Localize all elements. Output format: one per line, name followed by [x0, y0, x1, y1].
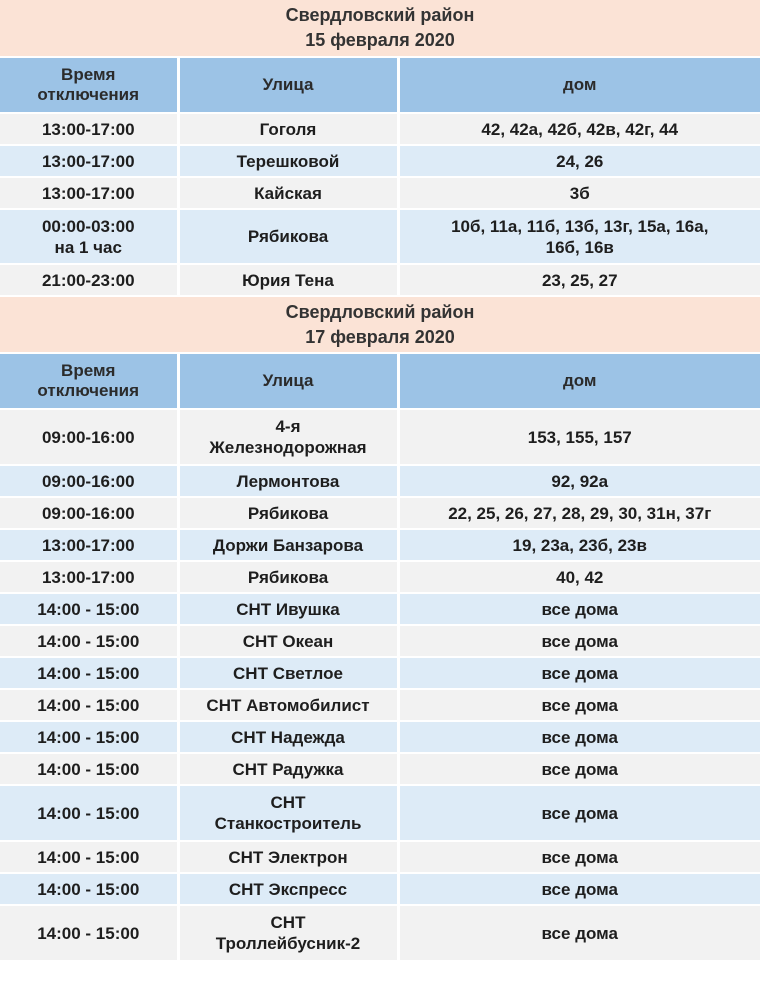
district-name: Свердловский район: [285, 301, 475, 322]
outage-time: [0, 177, 178, 209]
table-row: [0, 465, 760, 497]
outage-time-line: 13:00-17:00: [41, 567, 135, 587]
outage-time: [0, 785, 178, 841]
outage-time-line: 14:00 - 15:00: [37, 631, 140, 651]
house-numbers: [398, 721, 760, 753]
house-numbers-line: 153, 155, 157: [527, 427, 632, 447]
outage-time-line: 14:00 - 15:00: [37, 695, 140, 715]
house-numbers: [398, 561, 760, 593]
house-numbers: [398, 529, 760, 561]
table-row: [0, 905, 760, 961]
house-numbers-line: 23, 25, 27: [541, 270, 618, 290]
house-numbers: [398, 465, 760, 497]
outage-time-line: 13:00-17:00: [41, 535, 135, 555]
house-numbers-line: все дома: [541, 759, 618, 779]
house-numbers-line: 10б, 11а, 11б, 13б, 13г, 15а, 16а,: [451, 216, 709, 236]
street-name-line: Рябикова: [247, 567, 329, 587]
outage-time: [0, 593, 178, 625]
outage-time: [0, 873, 178, 905]
street-name: [178, 873, 398, 905]
outage-time-line: 13:00-17:00: [41, 119, 135, 139]
street-name-line: СНТ Автомобилист: [206, 695, 370, 715]
header-street: Улица: [178, 353, 398, 409]
street-name-line: СНТ: [270, 913, 306, 932]
street-name: [178, 625, 398, 657]
header-street: Улица: [178, 57, 398, 113]
header-time-line: Время: [61, 65, 116, 84]
header-house: дом: [398, 57, 760, 113]
street-name: [178, 841, 398, 873]
street-name: [178, 497, 398, 529]
table-row: [0, 113, 760, 145]
house-numbers: [398, 497, 760, 529]
table-header-row: [0, 57, 760, 113]
outage-time-line: 09:00-16:00: [41, 471, 135, 491]
table-row: [0, 177, 760, 209]
street-name: [178, 593, 398, 625]
street-name-line: Кайская: [254, 183, 322, 203]
table-row: [0, 264, 760, 296]
table-header-row: [0, 353, 760, 409]
section-title: [0, 296, 760, 353]
table-row: [0, 689, 760, 721]
outage-time: [0, 465, 178, 497]
header-time-line: Время: [61, 361, 116, 380]
street-name-line: Доржи Банзарова: [212, 535, 364, 555]
street-name-line: Рябикова: [247, 227, 329, 246]
street-name-line: Станкостроитель: [214, 814, 362, 833]
table-row: [0, 873, 760, 905]
outage-date: 15 февраля 2020: [305, 30, 455, 50]
outage-time-line: 14:00 - 15:00: [37, 847, 140, 867]
house-numbers-line: 92, 92а: [551, 471, 609, 491]
street-name-line: Гоголя: [259, 119, 317, 139]
table-row: [0, 409, 760, 465]
outage-time-line: 14:00 - 15:00: [37, 759, 140, 779]
house-numbers: [398, 264, 760, 296]
house-numbers-line: 16б, 16в: [545, 237, 614, 257]
outage-time-line: на 1 час: [54, 237, 122, 257]
table-row: [0, 753, 760, 785]
header-house: дом: [398, 353, 760, 409]
header-time: [0, 57, 178, 113]
house-numbers: [398, 409, 760, 465]
outage-time: [0, 209, 178, 264]
house-numbers-line: 42, 42а, 42б, 42в, 42г, 44: [481, 119, 679, 139]
house-numbers: [398, 753, 760, 785]
street-name-line: Терешковой: [236, 151, 340, 171]
street-name: [178, 561, 398, 593]
house-numbers-line: все дома: [541, 695, 618, 715]
street-name-line: СНТ Надежда: [231, 727, 345, 747]
house-numbers-line: все дома: [541, 631, 618, 651]
table-row: [0, 657, 760, 689]
table-row: [0, 561, 760, 593]
outage-time-line: 13:00-17:00: [41, 151, 135, 171]
street-name-line: СНТ Экспресс: [228, 879, 348, 899]
house-numbers: [398, 209, 760, 264]
outage-time-line: 09:00-16:00: [41, 427, 135, 447]
outage-time-line: 14:00 - 15:00: [37, 879, 140, 899]
outage-time-line: 21:00-23:00: [41, 270, 135, 290]
street-name: [178, 177, 398, 209]
table-row: [0, 497, 760, 529]
outage-time: [0, 721, 178, 753]
house-numbers: [398, 785, 760, 841]
street-name-line: Юрия Тена: [242, 270, 334, 290]
street-name: [178, 465, 398, 497]
district-name: Свердловский район: [285, 5, 475, 25]
outage-time: [0, 905, 178, 961]
street-name-line: Лермонтова: [236, 471, 340, 491]
street-name-line: Железнодорожная: [209, 438, 367, 457]
house-numbers-line: все дома: [541, 879, 618, 899]
house-numbers: [398, 841, 760, 873]
header-time-line: отключения: [37, 381, 140, 400]
street-name-line: СНТ Радужка: [232, 759, 344, 779]
street-name-line: СНТ Ивушка: [236, 599, 340, 619]
outage-time: [0, 409, 178, 465]
street-name: [178, 753, 398, 785]
street-name-line: СНТ Светлое: [233, 663, 343, 683]
outage-time-line: 14:00 - 15:00: [37, 727, 140, 747]
outage-time: [0, 145, 178, 177]
section-title-row: [0, 0, 760, 57]
street-name: [178, 209, 398, 264]
house-numbers: [398, 593, 760, 625]
table-row: [0, 785, 760, 841]
street-name-line: СНТ Океан: [242, 631, 334, 651]
house-numbers: [398, 657, 760, 689]
outage-time-line: 00:00-03:00: [41, 216, 135, 236]
header-time: [0, 353, 178, 409]
house-numbers-line: все дома: [541, 923, 618, 943]
outage-time-line: 14:00 - 15:00: [37, 663, 140, 683]
house-numbers: [398, 177, 760, 209]
street-name: [178, 905, 398, 961]
house-numbers-line: 19, 23а, 23б, 23в: [512, 535, 647, 555]
street-name: [178, 657, 398, 689]
house-numbers: [398, 145, 760, 177]
street-name: [178, 264, 398, 296]
outage-time-line: 14:00 - 15:00: [37, 803, 140, 823]
outage-time-line: 13:00-17:00: [41, 183, 135, 203]
outage-time: [0, 497, 178, 529]
street-name-line: СНТ Электрон: [228, 847, 348, 867]
outage-time: [0, 561, 178, 593]
outage-time: [0, 264, 178, 296]
house-numbers-line: все дома: [541, 847, 618, 867]
table-row: [0, 593, 760, 625]
table-row: [0, 209, 760, 264]
outage-time: [0, 657, 178, 689]
street-name: [178, 785, 398, 841]
house-numbers-line: 3б: [569, 183, 590, 203]
street-name: [178, 409, 398, 465]
outage-time: [0, 625, 178, 657]
house-numbers: [398, 689, 760, 721]
outage-time: [0, 841, 178, 873]
street-name: [178, 689, 398, 721]
house-numbers-line: 22, 25, 26, 27, 28, 29, 30, 31н, 37г: [448, 503, 712, 523]
outage-time: [0, 529, 178, 561]
outage-time-line: 14:00 - 15:00: [37, 599, 140, 619]
table-row: [0, 529, 760, 561]
outage-time: [0, 753, 178, 785]
outage-time-line: 14:00 - 15:00: [37, 923, 140, 943]
section-title-row: [0, 296, 760, 353]
house-numbers-line: 24, 26: [556, 151, 604, 171]
house-numbers-line: все дома: [541, 663, 618, 683]
house-numbers-line: все дома: [541, 803, 618, 823]
outage-time: [0, 689, 178, 721]
outage-time: [0, 113, 178, 145]
house-numbers: [398, 873, 760, 905]
house-numbers: [398, 905, 760, 961]
street-name: [178, 721, 398, 753]
street-name: [178, 113, 398, 145]
house-numbers: [398, 113, 760, 145]
street-name-line: Рябикова: [247, 503, 329, 523]
table-row: [0, 625, 760, 657]
outage-time-line: 09:00-16:00: [41, 503, 135, 523]
header-time-line: отключения: [37, 85, 140, 104]
street-name-line: СНТ: [270, 793, 306, 812]
table-row: [0, 841, 760, 873]
house-numbers-line: все дома: [541, 599, 618, 619]
street-name: [178, 529, 398, 561]
section-title: [0, 0, 760, 57]
table-row: [0, 721, 760, 753]
outage-date: 17 февраля 2020: [305, 326, 455, 347]
street-name-line: 4-я: [275, 417, 301, 436]
street-name-line: Троллейбусник-2: [215, 934, 361, 953]
house-numbers-line: все дома: [541, 727, 618, 747]
table-row: [0, 145, 760, 177]
house-numbers-line: 40, 42: [556, 567, 604, 587]
house-numbers: [398, 625, 760, 657]
street-name: [178, 145, 398, 177]
